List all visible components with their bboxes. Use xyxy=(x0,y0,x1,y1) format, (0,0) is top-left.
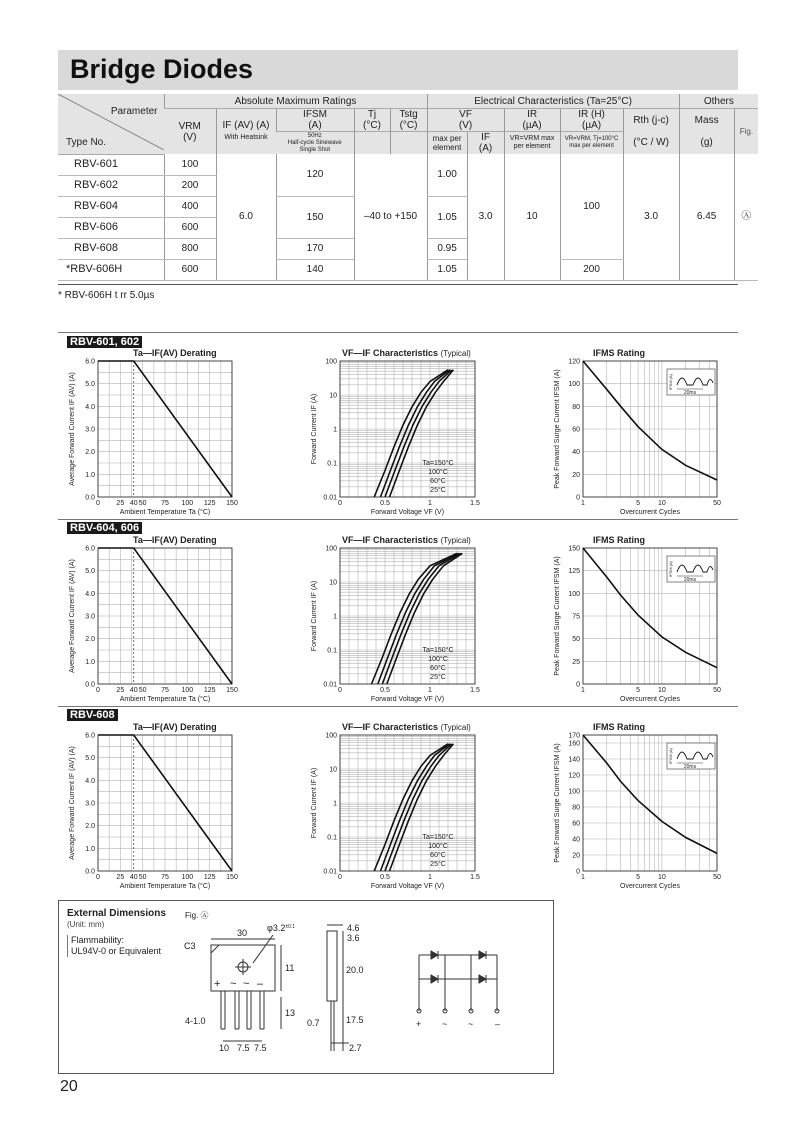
tj-tstg-cell: –40 to +150 xyxy=(354,154,427,280)
y-tick-label: 6.0 xyxy=(85,358,95,366)
chart-title-vfif: VF—IF Characteristics (Typical) xyxy=(342,722,471,732)
dim-17-5: 17.5 xyxy=(346,1015,364,1025)
type-no-cell: RBV-601 xyxy=(58,154,164,175)
mass-cell: 6.45 xyxy=(679,154,734,280)
x-tick-label: 50 xyxy=(138,874,147,881)
inset-label: 20ms xyxy=(683,390,697,396)
ir-header: IR (µA) xyxy=(504,109,560,132)
y-tick-label: 0.01 xyxy=(323,868,337,876)
x-tick-label: 0 xyxy=(96,874,100,881)
dim-4-6: 4.6 xyxy=(347,923,360,933)
y-tick-label: 10 xyxy=(329,579,337,587)
y-tick-label: 100 xyxy=(568,590,580,598)
y-tick-label: 0.0 xyxy=(85,681,95,689)
y-tick-label: 80 xyxy=(572,403,580,411)
x-axis-label: Forward Voltage VF (V) xyxy=(370,696,445,703)
y-tick-label: 1.0 xyxy=(85,658,95,666)
side-view-body xyxy=(327,931,337,1001)
y-tick-label: 10 xyxy=(329,766,337,774)
grid xyxy=(98,548,232,684)
y-tick-label: 5.0 xyxy=(85,568,95,576)
package-drawing xyxy=(59,901,553,1073)
y-tick-label: 100 xyxy=(325,732,337,740)
vrm-cell: 600 xyxy=(164,259,216,280)
x-tick-label: 50 xyxy=(138,687,147,694)
vrm-cell: 100 xyxy=(164,154,216,175)
dim-3-6: 3.6 xyxy=(347,933,360,943)
y-tick-label: 0 xyxy=(576,868,580,876)
x-tick-label: 75 xyxy=(161,687,169,694)
chart-title-ifsm: IFMS Rating xyxy=(593,348,645,358)
type-no-cell: RBV-604 xyxy=(58,196,164,217)
x-tick-label: 25 xyxy=(116,687,125,694)
param-header-cell xyxy=(58,94,164,154)
dim-7-5b: 7.5 xyxy=(254,1043,267,1053)
x-tick-label: 75 xyxy=(161,500,169,507)
sch-pin-plus: + xyxy=(416,1019,422,1029)
grid xyxy=(98,735,232,871)
vrm-cell: 600 xyxy=(164,217,216,238)
inset-ylabel: IFSM (A) xyxy=(668,561,673,577)
star-mark: * xyxy=(66,263,71,275)
x-tick-label: 1 xyxy=(581,874,585,881)
temp-label: Ta=150°C xyxy=(422,647,454,654)
typeno-label: Type No. xyxy=(66,136,107,148)
y-tick-label: 1 xyxy=(333,800,337,808)
x-tick-label: 1 xyxy=(581,687,585,694)
y-tick-label: 170 xyxy=(568,732,580,740)
y-tick-label: 6.0 xyxy=(85,545,95,553)
abs-max-header: Absolute Maximum Ratings xyxy=(164,94,427,109)
ir-cell: 10 xyxy=(504,154,560,280)
chart-title-derating: Ta—IF(AV) Derating xyxy=(133,722,217,732)
vf-cell: 1.05 xyxy=(427,259,467,280)
chart-title-vfif: VF—IF Characteristics (Typical) xyxy=(342,535,471,545)
y-axis-label: Forward Current IF (A) xyxy=(311,767,318,839)
x-tick-label: 40 xyxy=(129,874,138,881)
y-tick-label: 100 xyxy=(568,788,580,796)
y-tick-label: 100 xyxy=(325,545,337,553)
y-tick-label: 3.0 xyxy=(85,613,95,621)
y-tick-label: 75 xyxy=(572,613,580,621)
y-tick-label: 1 xyxy=(333,426,337,434)
x-tick-label: 0.5 xyxy=(380,874,390,881)
y-tick-label: 20 xyxy=(572,471,580,479)
section-label: RBV-608 xyxy=(67,709,118,721)
x-tick-label: 1.5 xyxy=(470,500,480,507)
y-axis-label: Peak Forward Surge Current IFSM (A) xyxy=(554,743,561,863)
y-tick-label: 160 xyxy=(568,740,580,748)
irh-sub: VR=VRM, Tj=100°C max per element xyxy=(560,132,623,155)
vrm-cell: 200 xyxy=(164,175,216,196)
bridge-schematic xyxy=(417,951,499,1013)
y-tick-label: 0 xyxy=(576,494,580,502)
vf-header: VF (V) xyxy=(427,109,504,132)
dim-10: 10 xyxy=(219,1043,230,1053)
ifsm-chart xyxy=(545,355,735,520)
y-tick-label: 50 xyxy=(572,636,580,644)
flammability-note: Flammability: UL94V-0 or Equivalent xyxy=(67,935,161,957)
fig-label: Fig. Ⓐ xyxy=(185,911,209,920)
temp-label: 100°C xyxy=(428,656,448,663)
x-axis-label: Ambient Temperature Ta (°C) xyxy=(119,883,211,890)
x-tick-label: 50 xyxy=(713,687,721,694)
x-axis-label: Forward Voltage VF (V) xyxy=(370,883,445,890)
x-tick-label: 1.5 xyxy=(470,687,480,694)
section-label: RBV-601, 602 xyxy=(67,336,142,348)
temp-label: 60°C xyxy=(430,852,446,859)
y-tick-label: 5.0 xyxy=(85,381,95,389)
x-tick-label: 5 xyxy=(636,500,641,507)
y-tick-label: 4.0 xyxy=(85,777,95,785)
x-tick-label: 150 xyxy=(226,500,238,507)
x-tick-label: 0 xyxy=(338,874,342,881)
x-tick-label: 1 xyxy=(581,500,585,507)
ifsm-chart xyxy=(545,542,735,707)
mass-header: Mass (g) xyxy=(679,109,734,155)
irh-cell: 100 xyxy=(560,154,623,259)
type-no-cell: RBV-602 xyxy=(58,175,164,196)
y-tick-label: 150 xyxy=(568,545,580,553)
y-tick-label: 3.0 xyxy=(85,800,95,808)
inset-ylabel: IFSM (A) xyxy=(668,374,673,390)
y-tick-label: 60 xyxy=(572,820,580,828)
inset-ylabel: IFSM (A) xyxy=(668,748,673,764)
y-tick-label: 25 xyxy=(572,658,580,666)
dim-4-1: 4-1.0 xyxy=(185,1016,206,1026)
y-tick-label: 0 xyxy=(576,681,580,689)
y-tick-label: 3.0 xyxy=(85,426,95,434)
x-tick-label: 5 xyxy=(636,874,641,881)
x-tick-label: 0 xyxy=(96,687,100,694)
y-tick-label: 20 xyxy=(572,852,580,860)
temp-label: 25°C xyxy=(430,674,446,681)
ifsm-sub: 50Hz Half-cycle Sinewave Single Shot xyxy=(276,132,354,155)
y-tick-label: 0.0 xyxy=(85,868,95,876)
chart-title-derating: Ta—IF(AV) Derating xyxy=(133,348,217,358)
dim-20: 20.0 xyxy=(346,965,364,975)
x-tick-label: 0 xyxy=(338,687,342,694)
grid xyxy=(340,548,475,684)
x-tick-label: 10 xyxy=(657,500,666,507)
section-rule xyxy=(58,332,738,333)
dim-c3: C3 xyxy=(184,941,196,951)
y-tick-label: 2.0 xyxy=(85,636,95,644)
ifav-cell: 6.0 xyxy=(216,154,276,280)
x-tick-label: 125 xyxy=(203,687,216,694)
vrm-cell: 400 xyxy=(164,196,216,217)
x-tick-label: 40 xyxy=(129,500,138,507)
type-no-cell: *RBV-606H xyxy=(58,259,164,280)
x-tick-label: 125 xyxy=(203,874,216,881)
x-tick-label: 150 xyxy=(226,687,238,694)
y-tick-label: 6.0 xyxy=(85,732,95,740)
table-bottom-rule xyxy=(58,284,738,285)
y-tick-label: 4.0 xyxy=(85,403,95,411)
temp-label: 60°C xyxy=(430,665,446,672)
vf-cell: 1.05 xyxy=(427,196,467,238)
y-tick-label: 120 xyxy=(568,358,580,366)
page-title: Bridge Diodes xyxy=(70,54,254,84)
rth-cell: 3.0 xyxy=(623,154,679,280)
type-no-cell: RBV-606 xyxy=(58,217,164,238)
page-number: 20 xyxy=(60,1078,78,1095)
x-tick-label: 0 xyxy=(338,500,342,507)
x-tick-label: 150 xyxy=(226,874,238,881)
x-tick-label: 0 xyxy=(96,500,100,507)
y-tick-label: 2.0 xyxy=(85,449,95,457)
y-tick-label: 0.1 xyxy=(327,834,337,842)
temp-label: Ta=150°C xyxy=(422,834,454,841)
y-tick-label: 1.0 xyxy=(85,845,95,853)
x-tick-label: 50 xyxy=(138,500,147,507)
x-axis-label: Overcurrent Cycles xyxy=(620,696,680,703)
y-axis-label: Forward Current IF (A) xyxy=(311,393,318,465)
title-bar xyxy=(58,50,738,90)
y-tick-label: 0.01 xyxy=(323,681,337,689)
chart-title-vfif: VF—IF Characteristics (Typical) xyxy=(342,348,471,358)
x-tick-label: 0.5 xyxy=(380,687,390,694)
y-tick-label: 2.0 xyxy=(85,823,95,831)
if-cell: 3.0 xyxy=(467,154,504,280)
derating-chart xyxy=(60,729,250,894)
if-header: IF (A) xyxy=(467,132,504,155)
temp-label: 25°C xyxy=(430,487,446,494)
derating-chart xyxy=(60,355,250,520)
x-tick-label: 25 xyxy=(116,500,125,507)
y-tick-label: 4.0 xyxy=(85,590,95,598)
dim-0-7: 0.7 xyxy=(307,1018,320,1028)
tstg-header: Tstg (°C) xyxy=(390,109,427,132)
x-tick-label: 75 xyxy=(161,874,169,881)
ifsm-chart xyxy=(545,729,735,894)
ext-title: External Dimensions xyxy=(67,908,166,919)
y-tick-label: 40 xyxy=(572,836,580,844)
derating-chart xyxy=(60,542,250,707)
y-tick-label: 100 xyxy=(325,358,337,366)
dim-7-5a: 7.5 xyxy=(237,1043,250,1053)
vf-cell: 1.00 xyxy=(427,154,467,196)
pin-minus: – xyxy=(257,978,264,990)
x-axis-label: Overcurrent Cycles xyxy=(620,883,680,890)
vrm-header: VRM (V) xyxy=(164,109,216,155)
ifsm-header: IFSM (A) xyxy=(276,109,354,132)
y-tick-label: 140 xyxy=(568,756,580,764)
vf-if-chart xyxy=(300,355,500,520)
y-tick-label: 80 xyxy=(572,804,580,812)
ifsm-cell: 120 xyxy=(276,154,354,196)
inset-label: 20ms xyxy=(683,577,697,583)
param-label: Parameter xyxy=(110,106,158,117)
y-axis-label: Average Forward Current IF (AV) (A) xyxy=(69,746,76,860)
x-tick-label: 50 xyxy=(713,874,721,881)
y-axis-label: Average Forward Current IF (AV) (A) xyxy=(69,559,76,673)
sch-pin-ac1: ~ xyxy=(442,1019,448,1029)
x-tick-label: 0.5 xyxy=(380,500,390,507)
x-tick-label: 100 xyxy=(181,687,194,694)
external-dimensions-box xyxy=(58,900,554,1074)
dim-hole: $\varphi 3.2^{\pm 0.1}$ xyxy=(267,923,296,933)
chart-title-ifsm: IFMS Rating xyxy=(593,722,645,732)
ifav-header: IF (AV) (A) With Heatsink xyxy=(216,109,276,155)
surge-inset xyxy=(667,743,715,770)
temp-label: 60°C xyxy=(430,478,446,485)
y-axis-label: Peak Forward Surge Current IFSM (A) xyxy=(554,556,561,676)
others-header: Others xyxy=(679,94,758,109)
sch-pin-ac2: ~ xyxy=(468,1019,474,1029)
y-tick-label: 60 xyxy=(572,426,580,434)
x-tick-label: 100 xyxy=(181,500,194,507)
x-tick-label: 5 xyxy=(636,687,641,694)
temp-label: Ta=150°C xyxy=(422,460,454,467)
surge-inset xyxy=(667,556,715,583)
x-tick-label: 100 xyxy=(181,874,194,881)
surge-inset xyxy=(667,369,715,396)
dim-13: 13 xyxy=(285,1008,296,1018)
ifsm-cell: 150 xyxy=(276,196,354,238)
y-tick-label: 10 xyxy=(329,392,337,400)
inset-label: 20ms xyxy=(683,764,697,770)
pin-ac1: ~ xyxy=(230,978,237,990)
vf-if-chart xyxy=(300,729,500,894)
pin-ac2: ~ xyxy=(243,978,250,990)
y-axis-label: Peak Forward Surge Current IFSM (A) xyxy=(554,369,561,489)
x-tick-label: 1 xyxy=(428,874,432,881)
chart-title-derating: Ta—IF(AV) Derating xyxy=(133,535,217,545)
dim-11: 11 xyxy=(285,963,295,973)
sch-pin-minus: – xyxy=(495,1019,501,1029)
x-axis-label: Forward Voltage VF (V) xyxy=(370,509,445,516)
x-axis-label: Ambient Temperature Ta (°C) xyxy=(119,509,211,516)
chart-title-ifsm: IFMS Rating xyxy=(593,535,645,545)
tstg-sub xyxy=(390,132,427,155)
y-tick-label: 0.01 xyxy=(323,494,337,502)
ir-sub: VR=VRM max per element xyxy=(504,132,560,155)
y-tick-label: 0.1 xyxy=(327,460,337,468)
ifsm-cell: 140 xyxy=(276,259,354,280)
x-tick-label: 1 xyxy=(428,500,432,507)
x-tick-label: 1.5 xyxy=(470,874,480,881)
tj-sub xyxy=(354,132,390,155)
temp-label: 100°C xyxy=(428,843,448,850)
footnote: * RBV-606H t rr 5.0µs xyxy=(58,290,155,301)
ext-unit: (Unit: mm) xyxy=(67,920,105,929)
fig-cell: Ⓐ xyxy=(734,154,758,280)
vf-sub: max per element xyxy=(427,132,467,155)
vrm-cell: 800 xyxy=(164,238,216,259)
x-tick-label: 125 xyxy=(203,500,216,507)
x-tick-label: 25 xyxy=(116,874,125,881)
dim-30: 30 xyxy=(237,928,248,938)
elec-char-header: Electrical Characteristics (Ta=25°C) xyxy=(427,94,679,109)
type-no-cell: RBV-608 xyxy=(58,238,164,259)
x-tick-label: 40 xyxy=(129,687,138,694)
x-tick-label: 1 xyxy=(428,687,432,694)
y-tick-label: 1 xyxy=(333,613,337,621)
y-tick-label: 5.0 xyxy=(85,755,95,763)
chamfer xyxy=(211,945,219,953)
y-axis-label: Average Forward Current IF (AV) (A) xyxy=(69,372,76,486)
y-tick-label: 100 xyxy=(568,381,580,389)
temp-label: 25°C xyxy=(430,861,446,868)
section-label: RBV-604, 606 xyxy=(67,522,142,534)
y-axis-label: Forward Current IF (A) xyxy=(311,580,318,652)
y-tick-label: 120 xyxy=(568,772,580,780)
vf-cell: 0.95 xyxy=(427,238,467,259)
x-axis-label: Overcurrent Cycles xyxy=(620,509,680,516)
rth-header: Rth (j-c) (°C / W) xyxy=(623,109,679,155)
y-tick-label: 40 xyxy=(572,449,580,457)
temp-label: 100°C xyxy=(428,469,448,476)
y-tick-label: 125 xyxy=(568,568,580,576)
x-tick-label: 10 xyxy=(657,874,666,881)
grid xyxy=(98,361,232,497)
y-tick-label: 1.0 xyxy=(85,471,95,479)
tj-header: Tj (°C) xyxy=(354,109,390,132)
irh-cell: 200 xyxy=(560,259,623,280)
y-tick-label: 0.1 xyxy=(327,647,337,655)
x-tick-label: 50 xyxy=(713,500,721,507)
dim-2-7: 2.7 xyxy=(349,1043,362,1053)
x-axis-label: Ambient Temperature Ta (°C) xyxy=(119,696,211,703)
y-tick-label: 0.0 xyxy=(85,494,95,502)
irh-header: IR (H) (µA) xyxy=(560,109,623,132)
pin-plus: + xyxy=(214,978,221,990)
vf-if-chart xyxy=(300,542,500,707)
ifsm-cell: 170 xyxy=(276,238,354,259)
fig-header: Fig. xyxy=(734,109,758,155)
spec-table xyxy=(58,94,758,281)
x-tick-label: 10 xyxy=(657,687,666,694)
